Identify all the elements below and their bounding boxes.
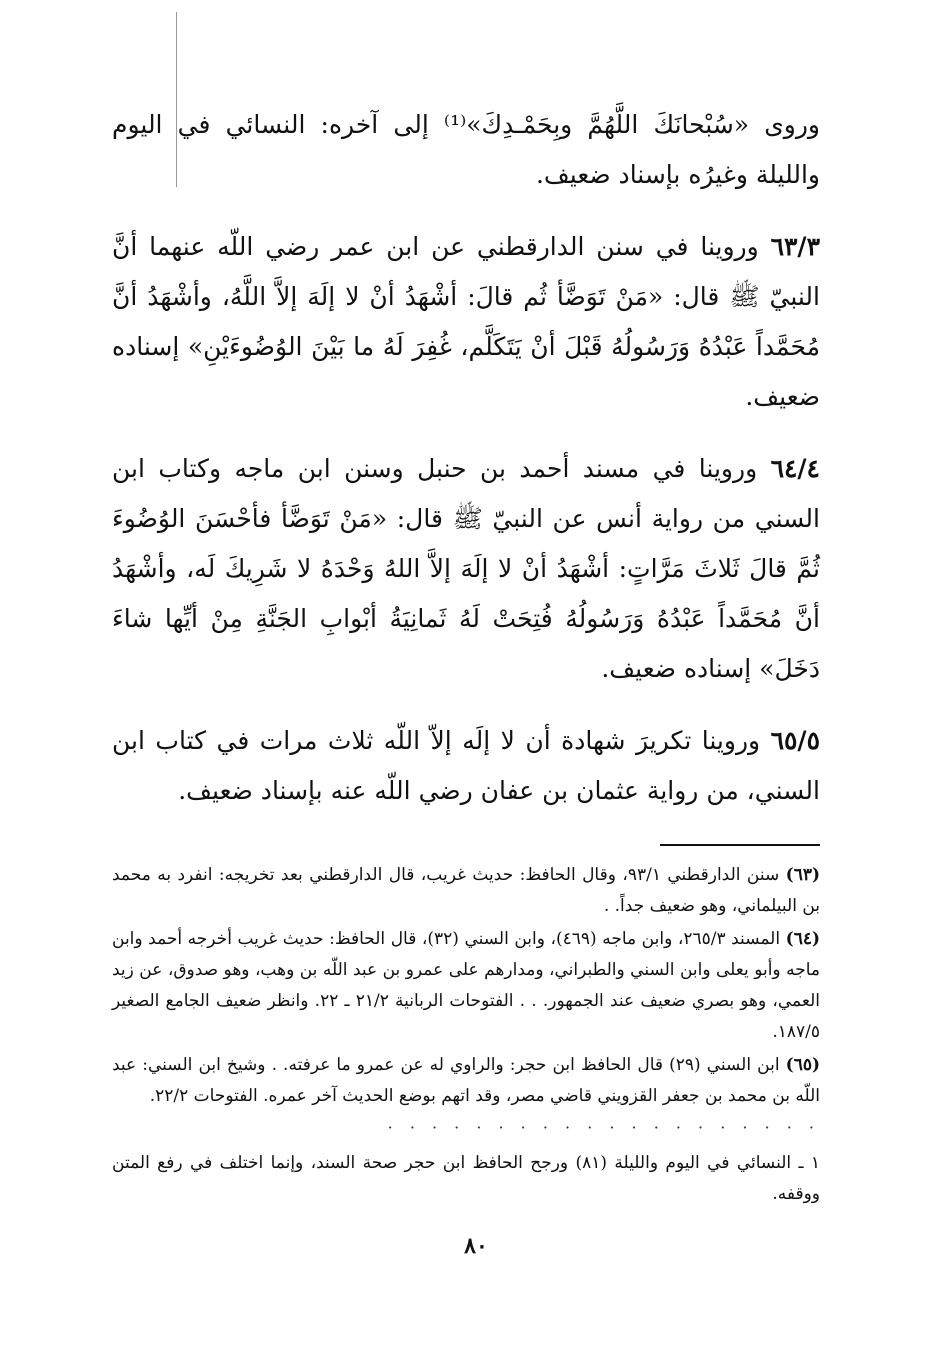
paragraph-number: ٦٥/٥ [770, 726, 820, 755]
page-body [112, 100, 820, 1212]
editor-note-number: ١ ـ [798, 1153, 821, 1173]
paragraph-63 [112, 222, 820, 422]
footnote-text: ابن السني (٢٩) قال الحافظ ابن حجر: والراوي له عن عمرو ما عرفته. . وشيخ ابن السني: عبد اللّه بن محمد بن جعفر القزويني قاضي مصر، وقد اتهم بوضع الحديث آخر عمره. الفتوحات ٢٢/٢. [112, 1055, 820, 1106]
paragraph-text: وروى «سُبْحانَكَ اللَّهُمَّ وبِحَمْـدِكَ»⁽¹⁾ إلى آخره: النسائي في اليوم والليلة وغيرُه بإسناد ضعيف. [112, 110, 820, 189]
page-number: ٨٠ [464, 1233, 488, 1259]
footnote-number: (٦٣) [785, 865, 820, 885]
footnote-number: (٦٥) [785, 1055, 821, 1075]
editor-note-text: النسائي في اليوم والليلة (٨١) ورجح الحافظ ابن حجر صحة السند، وإنما اختلف في رفع المتن ووقفه. [112, 1153, 820, 1204]
dotted-separator: · · · · · · · · · · · · · · · · · · · · [387, 1118, 820, 1137]
paragraph-intro [112, 100, 820, 200]
paragraph-text: وروينا في مسند أحمد بن حنبل وسنن ابن ماجه وكتاب ابن السني من رواية أنس عن النبيّ ﷺ قال: «مَنْ تَوَضَّأ فأحْسَنَ الوُضُوءَ ثُمَّ قالَ ثَلاثَ مَرَّاتٍ: أشْهَدُ أنْ لا إلَهَ إلاَّ اللهُ وَحْدَهُ لا شَرِيكَ لَه، وأشْهَدُ أنَّ مُحَمَّداً عَبْدُهُ وَرَسُولُهُ فُتِحَتْ لَهُ ثَمانِيَةُ أبْوابِ الجَنَّةِ مِنْ أيِّها شاءَ دَخَلَ» إسناده ضعيف. [112, 454, 820, 683]
footnote-number: (٦٤) [785, 929, 820, 949]
footnote-63 [112, 860, 820, 922]
footnote-text: سنن الدارقطني ٩٣/١، وقال الحافظ: حديث غريب، قال الدارقطني بعد تخريجه: انفرد به محمد بن البيلماني، وهو ضعيف جداً. . [112, 865, 820, 916]
paragraph-number: ٦٤/٤ [770, 454, 820, 483]
editor-note-1 [112, 1148, 820, 1210]
footnote-text: المسند ٢٦٥/٣، وابن ماجه (٤٦٩)، وابن السني (٣٢)، قال الحافظ: حديث غريب أخرجه أحمد وابن ماجه وأبو يعلى وابن السني والطبراني، ومدارهم على عمرو بن عبد اللّه بن وهب، وهو صدوق، عن زيد العمي، وهو بصري ضعيف عند الجمهور. . . الفتوحات الربانية ٢١/٢ ـ ٢٢. وانظر ضعيف الجامع الصغير ١٨٧/٥. [112, 929, 820, 1042]
footnote-divider [660, 844, 820, 846]
paragraph-64 [112, 444, 820, 694]
paragraph-text: وروينا في سنن الدارقطني عن ابن عمر رضي اللّه عنهما أنَّ النبيّ ﷺ قال: «مَنْ تَوَضَّأ ثُم قالَ: أشْهَدُ أنْ لا إلَهَ إلاَّ اللَّهُ، وأشْهَدُ أنَّ مُحَمَّداً عَبْدُهُ وَرَسُولُهُ قَبْلَ أنْ يَتَكَلَّم، غُفِرَ لَهُ ما بَيْنَ الوُضُوءَيْنِ» إسناده ضعيف. [112, 232, 820, 411]
paragraph-65 [112, 716, 820, 816]
footnote-65 [112, 1050, 820, 1112]
footnotes [112, 860, 820, 1210]
paragraph-number: ٦٣/٣ [770, 232, 820, 261]
paragraph-text: وروينا تكريرَ شهادة أن لا إلَه إلاّ اللّه ثلاث مرات في كتاب ابن السني، من رواية عثمان بن عفان رضي اللّه عنه بإسناد ضعيف. [112, 726, 820, 805]
footnote-64 [112, 924, 820, 1048]
